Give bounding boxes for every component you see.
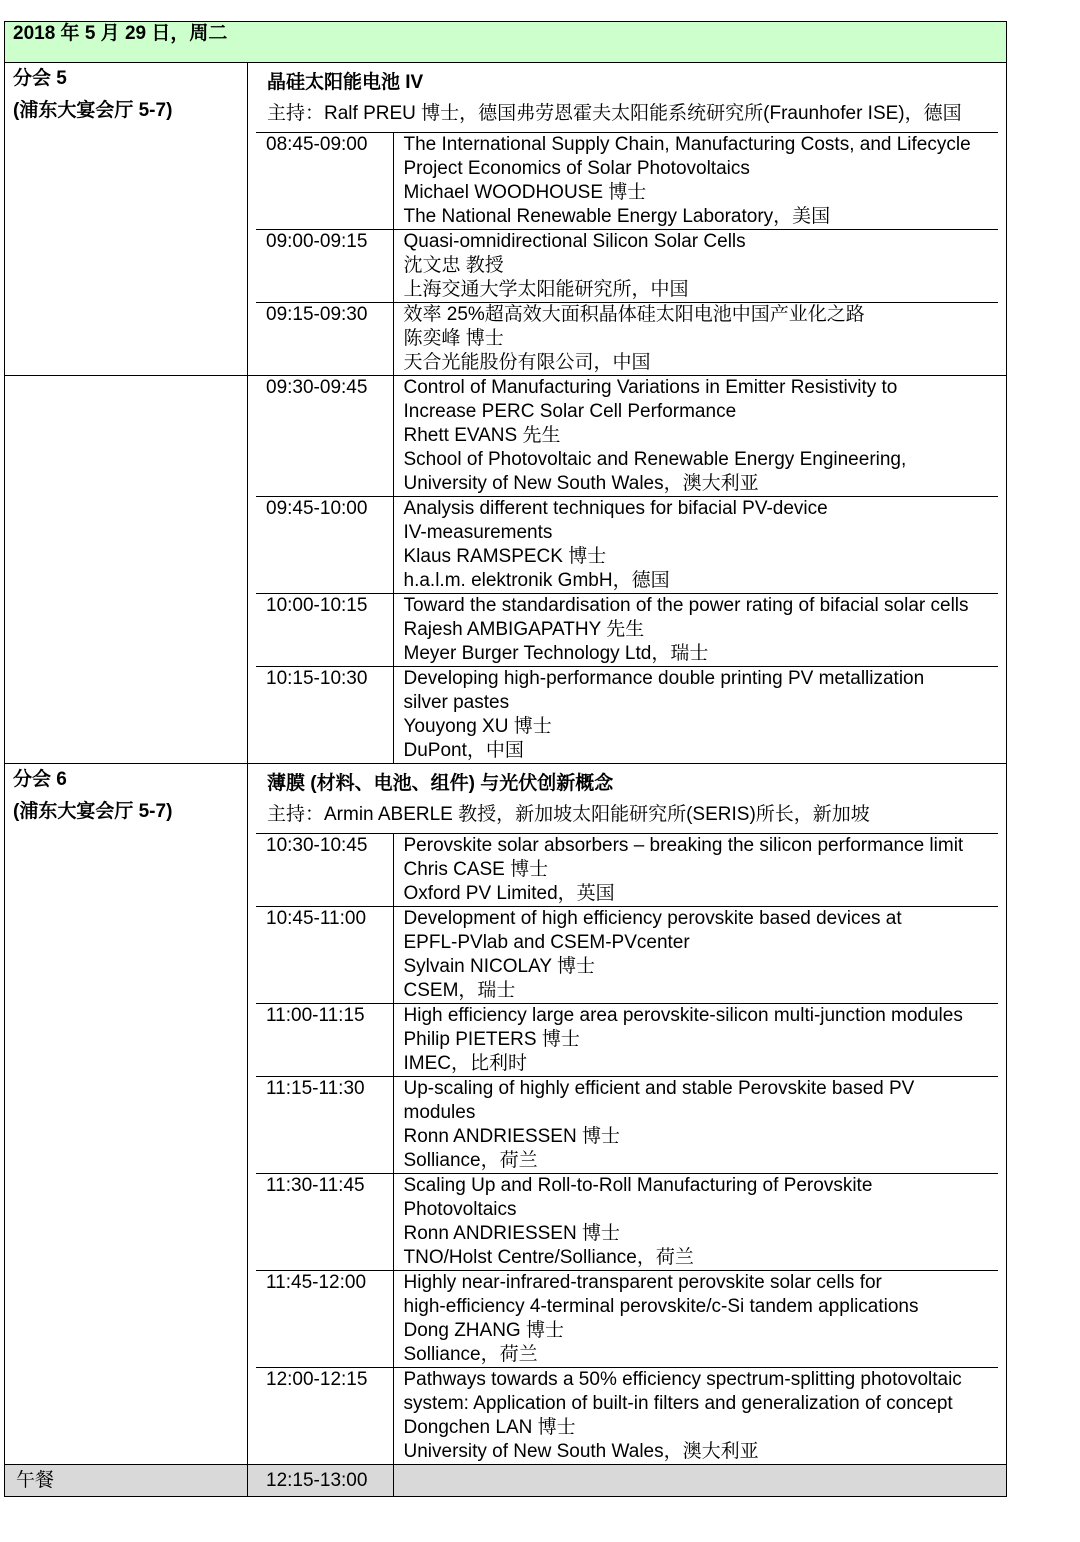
talk-row (256, 834, 998, 907)
talk-row (256, 667, 998, 764)
talk-title-line: Photovoltaics (403, 1199, 517, 1220)
talk-title-line: Up-scaling of highly efficient and stable Perovskite based PV (403, 1078, 915, 1099)
talk-details (393, 1174, 998, 1271)
session-row (5, 764, 1007, 1465)
talk-row (256, 1271, 998, 1368)
session-chair: 主持：Ralf PREU 博士，德国弗劳恩霍夫太阳能系统研究所(Fraunhofer ISE)，德国 (267, 103, 962, 124)
talk-time: 10:45-11:00 (256, 907, 393, 1004)
talk-speaker: Dong ZHANG 博士 (403, 1320, 564, 1341)
session-header (256, 63, 998, 133)
talk-title-line: The International Supply Chain, Manufacturing Costs, and Lifecycle (403, 134, 971, 155)
schedule-table (4, 21, 1007, 1497)
talk-details (393, 1004, 998, 1077)
talk-row (256, 497, 998, 594)
talk-speaker: 沈文忠 教授 (403, 255, 504, 276)
talk-row (256, 1368, 998, 1465)
talk-affiliation: University of New South Wales，澳大利亚 (403, 1441, 759, 1462)
talk-title-line: EPFL-PVlab and CSEM-PVcenter (403, 932, 690, 953)
session-header (256, 764, 998, 834)
talk-row (256, 230, 998, 303)
talk-speaker: Ronn ANDRIESSEN 博士 (403, 1126, 620, 1147)
talk-time: 11:45-12:00 (256, 1271, 393, 1368)
talk-title-line: Development of high efficiency perovskite based devices at (403, 908, 902, 929)
session-row (5, 63, 1007, 376)
talk-speaker: Dongchen LAN 博士 (403, 1417, 576, 1438)
talk-affiliation: Oxford PV Limited，英国 (403, 883, 615, 904)
talk-affiliation: Solliance，荷兰 (403, 1150, 538, 1171)
talk-title-line: IV-measurements (403, 522, 553, 543)
talk-details (393, 1271, 998, 1368)
session-title: 薄膜 (材料、电池、组件) 与光伏创新概念 (267, 773, 614, 794)
talk-details (393, 1368, 998, 1465)
session-content (248, 63, 1007, 376)
talk-details (393, 497, 998, 594)
talk-affiliation: Solliance，荷兰 (403, 1344, 538, 1365)
talk-title-line: Project Economics of Solar Photovoltaics (403, 158, 750, 179)
talk-affiliation: School of Photovoltaic and Renewable Energy Engineering, (403, 449, 907, 470)
talk-speaker: Youyong XU 博士 (403, 716, 552, 737)
lunch-time: 12:15-13:00 (256, 1465, 393, 1496)
talk-details (393, 303, 998, 376)
talk-details (393, 667, 998, 764)
talks-table (256, 834, 998, 1464)
talk-affiliation: IMEC，比利时 (403, 1053, 528, 1074)
talk-details (393, 907, 998, 1004)
session-room: (浦东大宴会厅 5-7) (13, 100, 173, 121)
session-content (248, 376, 1007, 764)
talk-affiliation: University of New South Wales，澳大利亚 (403, 473, 759, 494)
talk-time: 10:00-10:15 (256, 594, 393, 667)
talk-row (256, 1077, 998, 1174)
talks-table (256, 133, 998, 375)
talk-details (393, 230, 998, 303)
talk-affiliation: DuPont，中国 (403, 740, 524, 761)
talk-title-line: Control of Manufacturing Variations in Emitter Resistivity to (403, 377, 898, 398)
talk-title-line: 效率 25%超高效大面积晶体硅太阳电池中国产业化之路 (403, 304, 865, 325)
talk-row (256, 907, 998, 1004)
talk-details (393, 1077, 998, 1174)
talk-affiliation: Meyer Burger Technology Ltd，瑞士 (403, 643, 709, 664)
talk-affiliation: 上海交通大学太阳能研究所，中国 (403, 279, 689, 300)
talk-time: 10:30-10:45 (256, 834, 393, 907)
talk-speaker: Philip PIETERS 博士 (403, 1029, 580, 1050)
talk-time: 12:00-12:15 (256, 1368, 393, 1465)
talk-title-line: high-efficiency 4-terminal perovskite/c-Si tandem applications (403, 1296, 919, 1317)
talk-speaker: Michael WOODHOUSE 博士 (403, 182, 647, 203)
talk-affiliation: h.a.l.m. elektronik GmbH，德国 (403, 570, 670, 591)
lunch-empty-cell (393, 1465, 998, 1496)
talk-row (256, 1174, 998, 1271)
talk-time: 08:45-09:00 (256, 133, 393, 230)
talks-table (256, 376, 998, 763)
talk-row (256, 133, 998, 230)
talk-details (393, 376, 998, 497)
talk-details (393, 133, 998, 230)
session-row (5, 376, 1007, 764)
session-content (248, 764, 1007, 1465)
lunch-row (5, 1465, 1007, 1497)
talk-time: 09:30-09:45 (256, 376, 393, 497)
session-number: 分会 5 (13, 68, 67, 89)
talk-title-line: Developing high-performance double printing PV metallization (403, 668, 925, 689)
session-room: (浦东大宴会厅 5-7) (13, 801, 173, 822)
talk-title-line: Quasi-omnidirectional Silicon Solar Cells (403, 231, 746, 252)
talk-time: 11:15-11:30 (256, 1077, 393, 1174)
talk-title-line: Toward the standardisation of the power rating of bifacial solar cells (403, 595, 969, 616)
talk-details (393, 594, 998, 667)
talk-affiliation: 天合光能股份有限公司，中国 (403, 352, 651, 373)
lunch-table (256, 1465, 998, 1496)
talk-title-line: Perovskite solar absorbers – breaking the silicon performance limit (403, 835, 964, 856)
talk-speaker: 陈奕峰 博士 (403, 328, 504, 349)
talk-speaker: Rhett EVANS 先生 (403, 425, 561, 446)
talk-row (256, 376, 998, 497)
talk-row (256, 1004, 998, 1077)
talk-speaker: Sylvain NICOLAY 博士 (403, 956, 595, 977)
talk-speaker: Klaus RAMSPECK 博士 (403, 546, 607, 567)
talk-time: 09:15-09:30 (256, 303, 393, 376)
talk-title-line: Highly near-infrared-transparent perovskite solar cells for (403, 1272, 882, 1293)
talk-title-line: Scaling Up and Roll-to-Roll Manufacturing of Perovskite (403, 1175, 873, 1196)
talk-row (256, 594, 998, 667)
talk-title-line: High efficiency large area perovskite-silicon multi-junction modules (403, 1005, 963, 1026)
talk-time: 09:45-10:00 (256, 497, 393, 594)
session-info (5, 764, 248, 1465)
talk-affiliation: TNO/Holst Centre/Solliance，荷兰 (403, 1247, 694, 1268)
talk-row (256, 303, 998, 376)
talk-title-line: system: Application of built-in filters and generalization of concept (403, 1393, 953, 1414)
talk-speaker: Ronn ANDRIESSEN 博士 (403, 1223, 620, 1244)
talk-title-line: modules (403, 1102, 476, 1123)
talk-time: 10:15-10:30 (256, 667, 393, 764)
session-title: 晶硅太阳能电池 IV (267, 72, 424, 93)
talk-title-line: Analysis different techniques for bifacial PV-device (403, 498, 828, 519)
lunch-label: 午餐 (5, 1465, 248, 1497)
talk-speaker: Rajesh AMBIGAPATHY 先生 (403, 619, 645, 640)
talk-speaker: Chris CASE 博士 (403, 859, 549, 880)
talk-time: 11:30-11:45 (256, 1174, 393, 1271)
talk-details (393, 834, 998, 907)
talk-time: 11:00-11:15 (256, 1004, 393, 1077)
date-row (5, 22, 1007, 63)
date-header: 2018 年 5 月 29 日，周二 (5, 22, 1007, 63)
talk-title-line: silver pastes (403, 692, 510, 713)
talk-affiliation: CSEM，瑞士 (403, 980, 516, 1001)
session-info (5, 63, 248, 376)
talk-time: 09:00-09:15 (256, 230, 393, 303)
session-chair: 主持：Armin ABERLE 教授，新加坡太阳能研究所(SERIS)所长，新加坡 (267, 804, 870, 825)
talk-affiliation: The National Renewable Energy Laboratory，美国 (403, 206, 831, 227)
session-info (5, 376, 248, 764)
talk-title-line: Increase PERC Solar Cell Performance (403, 401, 737, 422)
session-number: 分会 6 (13, 769, 67, 790)
lunch-content (248, 1465, 1007, 1497)
talk-title-line: Pathways towards a 50% efficiency spectrum-splitting photovoltaic (403, 1369, 962, 1390)
